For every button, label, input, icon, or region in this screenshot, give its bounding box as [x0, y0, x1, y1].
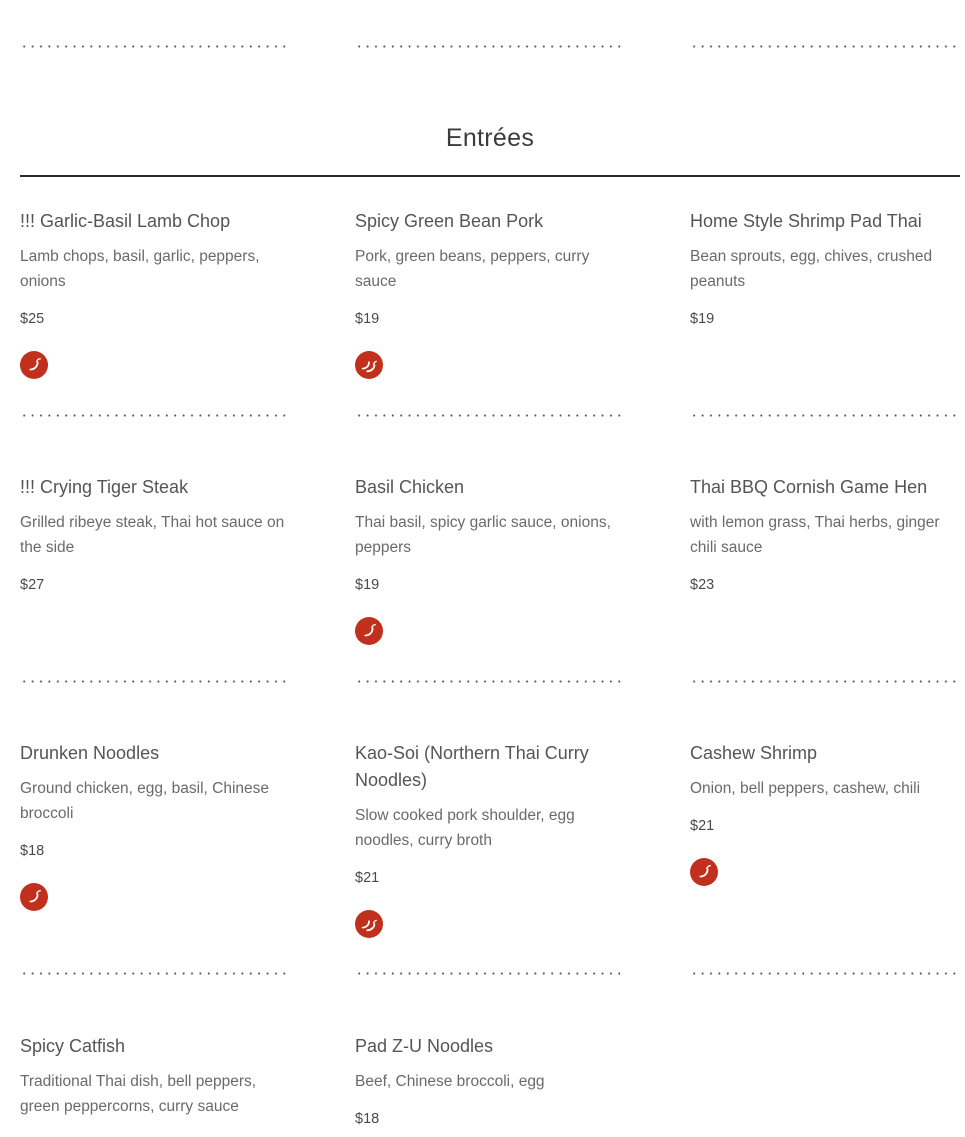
chili-pepper-icon	[20, 351, 48, 379]
item-name: !!! Garlic-Basil Lamb Chop	[20, 211, 231, 231]
divider-dots	[355, 972, 625, 975]
item-description: Thai basil, spicy garlic sauce, onions, peppers	[355, 514, 611, 556]
divider-dots	[20, 414, 290, 417]
item-description: Beef, Chinese broccoli, egg	[355, 1073, 545, 1090]
menu-item	[690, 208, 960, 329]
item-name: Spicy Green Bean Pork	[355, 211, 544, 231]
divider-dots	[20, 680, 290, 683]
chili-pepper-icon	[20, 883, 48, 911]
item-description: Ground chicken, egg, basil, Chinese broccoli	[20, 780, 270, 822]
item-name: Thai BBQ Cornish Game Hen	[690, 477, 928, 497]
item-name: !!! Crying Tiger Steak	[20, 477, 189, 497]
item-price: $18	[20, 843, 45, 859]
menu-item	[355, 474, 625, 645]
item-name: Kao-Soi (Northern Thai Curry Noodles)	[355, 743, 589, 790]
chili-pepper-icon	[355, 351, 383, 379]
item-price: $19	[690, 311, 715, 327]
section-title: Entrées	[445, 124, 535, 152]
divider-dots	[355, 414, 625, 417]
item-description: Onion, bell peppers, cashew, chili	[690, 780, 921, 797]
divider-dots	[690, 45, 960, 48]
divider-dots	[690, 680, 960, 683]
divider-dots	[355, 45, 625, 48]
chili-pepper-icon	[355, 910, 383, 938]
divider-dots	[355, 680, 625, 683]
divider-dots	[690, 414, 960, 417]
menu-item	[355, 740, 625, 938]
item-description: Traditional Thai dish, bell peppers, green peppercorns, curry sauce	[20, 1073, 257, 1115]
item-price: $23	[690, 577, 715, 593]
item-name: Home Style Shrimp Pad Thai	[690, 211, 922, 231]
item-price: $21	[355, 870, 380, 886]
item-description: Slow cooked pork shoulder, egg noodles, curry broth	[355, 807, 575, 849]
item-price: $19	[355, 577, 380, 593]
item-description: Pork, green beans, peppers, curry sauce	[355, 248, 590, 290]
menu-item	[355, 208, 625, 379]
menu-item	[20, 740, 290, 911]
menu-item	[355, 1033, 625, 1129]
item-description: Lamb chops, basil, garlic, peppers, onions	[20, 248, 260, 290]
item-price: $27	[20, 577, 45, 593]
menu-item	[20, 1033, 290, 1119]
menu-item	[20, 474, 290, 595]
item-price: $21	[690, 818, 715, 834]
item-name: Drunken Noodles	[20, 743, 160, 763]
item-description: Bean sprouts, egg, chives, crushed peanuts	[690, 248, 933, 290]
item-name: Cashew Shrimp	[690, 743, 818, 763]
item-description: with lemon grass, Thai herbs, ginger chili sauce	[690, 514, 940, 556]
divider-dots	[690, 972, 960, 975]
divider-dots	[20, 972, 290, 975]
item-name: Pad Z-U Noodles	[355, 1036, 494, 1056]
chili-pepper-icon	[355, 617, 383, 645]
item-name: Basil Chicken	[355, 477, 465, 497]
item-description: Grilled ribeye steak, Thai hot sauce on the side	[20, 514, 285, 556]
item-price: $19	[355, 311, 380, 327]
menu-item	[690, 474, 960, 595]
chili-pepper-icon	[690, 858, 718, 886]
item-name: Spicy Catfish	[20, 1036, 126, 1056]
divider-dots	[20, 45, 290, 48]
item-price: $25	[20, 311, 45, 327]
menu-item	[20, 208, 290, 379]
item-price: $18	[355, 1111, 380, 1127]
section-divider	[20, 175, 960, 177]
menu-item	[690, 740, 960, 886]
